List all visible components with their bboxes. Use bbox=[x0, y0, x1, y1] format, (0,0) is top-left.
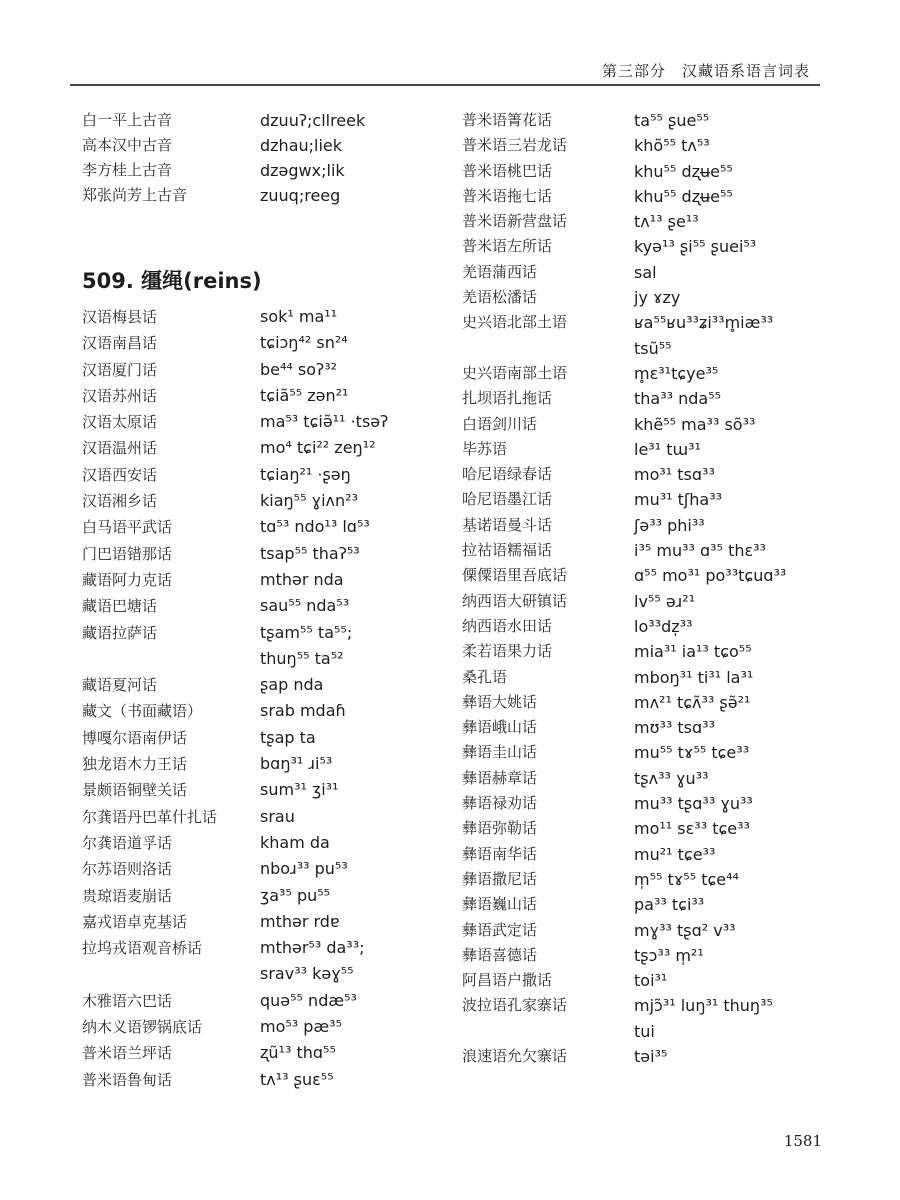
language-name: 尔龚语丹巴革什扎话 bbox=[82, 807, 218, 826]
language-name: 彝语赫章话 bbox=[462, 768, 538, 787]
word-form: ʒa³⁵ pu⁵⁵ bbox=[260, 885, 331, 905]
word-form: mboŋ³¹ ti³¹ la³¹ bbox=[634, 667, 754, 687]
word-form: mo¹¹ sɛ³³ tɕe³³ bbox=[634, 819, 750, 839]
word-form: srab mdaɦ bbox=[260, 701, 346, 721]
word-form: sum³¹ ʒi³¹ bbox=[260, 780, 339, 800]
language-name: 汉语厦门话 bbox=[82, 360, 158, 379]
word-form: sok¹ ma¹¹ bbox=[260, 307, 338, 326]
language-name: 哈尼语绿春话 bbox=[462, 465, 553, 484]
word-form: tʌ¹³ ʂe¹³ bbox=[634, 212, 699, 232]
list-item bbox=[462, 563, 832, 588]
language-name: 纳木义语锣锅底话 bbox=[82, 1018, 203, 1037]
list-item bbox=[462, 462, 832, 487]
word-form: mthər⁵³ da³³; bbox=[260, 938, 365, 958]
word-form: tsap⁵⁵ thaʔ⁵³ bbox=[260, 543, 360, 563]
word-form: jy ɤzy bbox=[634, 288, 681, 308]
list-item bbox=[462, 437, 832, 462]
language-name: 普米语桃巴话 bbox=[462, 161, 553, 180]
word-form: dzuuʔ;cllreek bbox=[260, 111, 366, 130]
word-form: thuŋ⁵⁵ ta⁵² bbox=[260, 648, 344, 668]
list-item bbox=[82, 435, 452, 461]
word-form: tɕiɔŋ⁴² sn²⁴ bbox=[260, 333, 348, 353]
language-name: 彝语巍山话 bbox=[462, 895, 538, 914]
word-form: mia³¹ ia¹³ tɕo⁵⁵ bbox=[634, 642, 752, 662]
language-name: 纳西语大研镇话 bbox=[462, 591, 568, 610]
list-item bbox=[82, 593, 452, 619]
list-item bbox=[82, 883, 452, 909]
word-form: khu⁵⁵ dʐʉe⁵⁵ bbox=[634, 186, 733, 206]
language-name: 普米语鲁甸话 bbox=[82, 1070, 173, 1089]
word-form: srau bbox=[260, 806, 295, 826]
word-form: tɕiaŋ²¹ ·ʂəŋ bbox=[260, 464, 351, 484]
list-item bbox=[462, 1044, 832, 1069]
list-item bbox=[82, 856, 452, 882]
list-item bbox=[82, 383, 452, 409]
right-column bbox=[462, 108, 832, 1069]
word-form: zuuq;reeg bbox=[260, 186, 341, 205]
list-item bbox=[462, 361, 832, 386]
language-name: 普米语兰坪话 bbox=[82, 1044, 173, 1063]
list-item bbox=[462, 159, 832, 184]
language-name: 汉语西安话 bbox=[82, 465, 158, 484]
language-name: 基诺语曼斗话 bbox=[462, 515, 553, 534]
language-name: 拉祜语糯福话 bbox=[462, 541, 553, 560]
list-item bbox=[82, 961, 452, 987]
list-item bbox=[82, 620, 452, 646]
language-name: 彝语大姚话 bbox=[462, 692, 538, 711]
list-item bbox=[462, 234, 832, 259]
list-item bbox=[82, 183, 452, 208]
list-item bbox=[462, 690, 832, 715]
list-item bbox=[462, 740, 832, 765]
language-name: 高本汉中古音 bbox=[82, 136, 173, 154]
list-item bbox=[82, 777, 452, 803]
language-name: 毕苏语 bbox=[462, 439, 508, 458]
word-form: ʃə³³ phi³³ bbox=[634, 515, 705, 535]
list-item bbox=[462, 1019, 832, 1044]
language-name: 白语剑川话 bbox=[462, 414, 538, 433]
word-form: sal bbox=[634, 262, 657, 282]
word-form: tsũ⁵⁵ bbox=[634, 338, 672, 358]
list-item bbox=[462, 943, 832, 968]
language-name: 彝语峨山话 bbox=[462, 718, 538, 737]
word-form: mu³¹ tʃha³³ bbox=[634, 490, 723, 510]
list-item bbox=[462, 133, 832, 158]
word-form: be⁴⁴ soʔ³² bbox=[260, 359, 338, 379]
word-form: tʂam⁵⁵ ta⁵⁵; bbox=[260, 622, 353, 642]
word-form: dzhau;liek bbox=[260, 136, 343, 155]
list-item bbox=[82, 357, 452, 383]
language-name: 彝语弥勒话 bbox=[462, 819, 538, 838]
language-name: 藏语拉萨话 bbox=[82, 623, 158, 642]
language-name: 汉语湘乡话 bbox=[82, 492, 158, 511]
word-form: khẽ⁵⁵ ma³³ sõ³³ bbox=[634, 414, 756, 434]
list-item bbox=[82, 567, 452, 593]
list-item bbox=[82, 672, 452, 698]
list-item bbox=[82, 541, 452, 567]
list-item bbox=[462, 412, 832, 437]
list-item bbox=[462, 816, 832, 841]
word-form: quə⁵⁵ ndæ⁵³ bbox=[260, 990, 357, 1010]
list-item bbox=[462, 766, 832, 791]
language-name: 汉语南昌话 bbox=[82, 334, 158, 353]
language-name: 扎坝语扎拖话 bbox=[462, 389, 553, 408]
list-item bbox=[82, 1067, 452, 1093]
language-name: 傈僳语里吾底话 bbox=[462, 566, 568, 585]
word-form: kham da bbox=[260, 832, 330, 852]
language-name: 嘉戎语卓克基话 bbox=[82, 912, 188, 931]
word-form: tʂap ta bbox=[260, 727, 316, 747]
word-form: tɑ⁵³ ndo¹³ lɑ⁵³ bbox=[260, 517, 370, 537]
language-name: 桑孔语 bbox=[462, 667, 508, 686]
list-item bbox=[82, 935, 452, 961]
language-name: 郑张尚芳上古音 bbox=[82, 186, 188, 204]
word-form: mo³¹ tsɑ³³ bbox=[634, 465, 715, 485]
list-item bbox=[82, 751, 452, 777]
list-item bbox=[462, 842, 832, 867]
list-item bbox=[462, 285, 832, 310]
list-item bbox=[462, 715, 832, 740]
list-item bbox=[82, 158, 452, 183]
language-name: 普米语三岩龙话 bbox=[462, 136, 568, 155]
list-item bbox=[462, 791, 832, 816]
language-name: 史兴语北部土语 bbox=[462, 313, 568, 332]
language-name: 白一平上古音 bbox=[82, 111, 173, 129]
list-item bbox=[82, 108, 452, 133]
word-form: mu⁵⁵ tɤ⁵⁵ tɕe³³ bbox=[634, 743, 750, 763]
list-item bbox=[82, 830, 452, 856]
list-item bbox=[462, 336, 832, 361]
list-item bbox=[462, 386, 832, 411]
word-form: i³⁵ mu³³ ɑ³⁵ thɛ³³ bbox=[634, 541, 766, 561]
language-name: 彝语喜德话 bbox=[462, 945, 538, 964]
language-name: 独龙语木力王话 bbox=[82, 755, 188, 774]
language-name: 普米语新营盘话 bbox=[462, 212, 568, 231]
language-name: 彝语圭山话 bbox=[462, 743, 538, 762]
word-form: pa³³ tɕi³³ bbox=[634, 895, 705, 915]
list-item bbox=[462, 538, 832, 563]
word-form: le³¹ tɯ³¹ bbox=[634, 439, 701, 459]
list-item bbox=[82, 514, 452, 540]
list-item bbox=[462, 209, 832, 234]
list-item bbox=[462, 260, 832, 285]
word-form: mʌ²¹ tɕʌ̃³³ ʂə̃²¹ bbox=[634, 692, 751, 712]
word-form: lo³³dz̩³³ bbox=[634, 616, 693, 636]
language-name: 普米语箐花话 bbox=[462, 111, 553, 129]
list-item bbox=[462, 968, 832, 993]
word-form: ʂap nda bbox=[260, 675, 324, 695]
word-form: tha³³ nda⁵⁵ bbox=[634, 389, 722, 409]
word-form: təi³⁵ bbox=[634, 1046, 668, 1066]
list-item bbox=[462, 867, 832, 892]
word-form: tʂʌ³³ ɣu³³ bbox=[634, 768, 709, 788]
language-name: 尔龚语道孚话 bbox=[82, 833, 173, 852]
word-form: mo⁴ tɕi²² zeŋ¹² bbox=[260, 438, 376, 458]
language-name: 藏文（书面藏语） bbox=[82, 702, 203, 721]
language-name: 浪速语允欠寨话 bbox=[462, 1046, 568, 1065]
word-form: ʐũ¹³ thɑ⁵⁵ bbox=[260, 1043, 336, 1063]
language-name: 普米语拖七话 bbox=[462, 186, 553, 205]
list-item bbox=[82, 304, 452, 330]
list-item bbox=[82, 698, 452, 724]
language-name: 藏语阿力克话 bbox=[82, 570, 173, 589]
list-item bbox=[82, 988, 452, 1014]
word-form: m̩⁵⁵ tɤ⁵⁵ tɕe⁴⁴ bbox=[634, 869, 739, 889]
list-item bbox=[462, 108, 832, 133]
language-name: 门巴语错那话 bbox=[82, 544, 173, 563]
list-item bbox=[462, 892, 832, 917]
section-heading: 509. 缰绳(reins) bbox=[82, 269, 262, 293]
list-item bbox=[82, 462, 452, 488]
list-item bbox=[462, 184, 832, 209]
word-form: ʁa⁵⁵ʁu³³ʑi³³m̥iæ³³ bbox=[634, 313, 774, 333]
language-name: 彝语禄劝话 bbox=[462, 794, 538, 813]
right-main-list bbox=[462, 108, 832, 1069]
list-item bbox=[462, 310, 832, 335]
word-form: ma⁵³ tɕiə̃¹¹ ·tsəʔ bbox=[260, 412, 389, 432]
word-form: srav³³ kəɣ⁵⁵ bbox=[260, 964, 354, 984]
word-form: lv⁵⁵ əɹ²¹ bbox=[634, 591, 696, 611]
word-form: nboɹ³³ pu⁵³ bbox=[260, 859, 348, 879]
language-name: 彝语南华话 bbox=[462, 844, 538, 863]
list-item bbox=[82, 646, 452, 672]
language-name: 贵琼语麦崩话 bbox=[82, 886, 173, 905]
list-item bbox=[462, 513, 832, 538]
list-item bbox=[82, 1040, 452, 1066]
language-name: 阿昌语户撒话 bbox=[462, 971, 553, 990]
list-item bbox=[462, 487, 832, 512]
list-item bbox=[82, 1014, 452, 1040]
word-form: mʊ³³ tsɑ³³ bbox=[634, 718, 715, 738]
word-form: mɣ³³ tʂɑ² v³³ bbox=[634, 920, 736, 940]
language-name: 彝语撒尼话 bbox=[462, 869, 538, 888]
running-header bbox=[70, 0, 820, 86]
word-form: ɑ⁵⁵ mo³¹ po³³tɕuɑ³³ bbox=[634, 566, 787, 586]
language-name: 木雅语六巴话 bbox=[82, 991, 173, 1010]
list-item bbox=[82, 133, 452, 158]
language-name: 汉语梅县话 bbox=[82, 308, 158, 326]
language-name: 景颇语铜壁关话 bbox=[82, 781, 188, 800]
language-name: 拉坞戎语观音桥话 bbox=[82, 939, 203, 958]
word-form: toi³¹ bbox=[634, 971, 668, 991]
list-item bbox=[82, 330, 452, 356]
language-name: 羌语蒲西话 bbox=[462, 262, 538, 281]
list-item bbox=[82, 804, 452, 830]
language-name: 汉语温州话 bbox=[82, 439, 158, 458]
word-form: mu³³ tʂɑ³³ ɣu³³ bbox=[634, 794, 753, 814]
word-form: tɕiã⁵⁵ zən²¹ bbox=[260, 385, 349, 405]
list-item bbox=[82, 725, 452, 751]
list-item bbox=[82, 909, 452, 935]
list-item bbox=[462, 589, 832, 614]
list-item bbox=[462, 918, 832, 943]
word-form: m̥ɛ³¹tɕye³⁵ bbox=[634, 363, 719, 383]
list-item bbox=[462, 614, 832, 639]
word-form: mu²¹ tɕe³³ bbox=[634, 844, 716, 864]
language-name: 尔苏语则洛话 bbox=[82, 860, 173, 879]
language-name: 哈尼语墨江话 bbox=[462, 490, 553, 509]
word-form: mo⁵³ pæ³⁵ bbox=[260, 1017, 342, 1037]
word-form: tʌ¹³ ʂuɛ⁵⁵ bbox=[260, 1069, 334, 1089]
word-form: kyə¹³ ʂi⁵⁵ ʂuei⁵³ bbox=[634, 237, 757, 257]
list-item bbox=[462, 639, 832, 664]
language-name: 白马语平武话 bbox=[82, 518, 173, 537]
word-form: khõ⁵⁵ tʌ⁵³ bbox=[634, 136, 710, 156]
language-name: 纳西语水田话 bbox=[462, 616, 553, 635]
left-column bbox=[82, 108, 452, 1093]
running-header-title: 第三部分 汉藏语系语言词表 bbox=[601, 62, 810, 80]
list-item bbox=[462, 665, 832, 690]
language-name: 博嘎尔语南伊话 bbox=[82, 728, 188, 747]
language-name: 史兴语南部土语 bbox=[462, 363, 568, 382]
word-form: mthər rdɐ bbox=[260, 911, 340, 931]
language-name: 彝语武定话 bbox=[462, 920, 538, 939]
left-main-list bbox=[82, 304, 452, 1093]
word-form: tui bbox=[634, 1021, 655, 1041]
language-name: 普米语左所话 bbox=[462, 237, 553, 256]
word-form: bɑŋ³¹ ɹi⁵³ bbox=[260, 754, 333, 774]
language-name: 汉语太原话 bbox=[82, 413, 158, 432]
language-name: 藏语夏河话 bbox=[82, 676, 158, 695]
language-name: 李方桂上古音 bbox=[82, 161, 173, 179]
word-form: dzəgwx;lik bbox=[260, 161, 345, 180]
word-form: tʂɔ³³ m̩²¹ bbox=[634, 945, 704, 965]
list-item bbox=[82, 409, 452, 435]
language-name: 羌语松潘话 bbox=[462, 288, 538, 307]
word-form: khu⁵⁵ dʐʉe⁵⁵ bbox=[634, 161, 733, 181]
word-form: mthər nda bbox=[260, 569, 344, 589]
language-name: 波拉语孔家寨话 bbox=[462, 996, 568, 1015]
list-item bbox=[462, 993, 832, 1018]
word-form: mjɔ̃³¹ luŋ³¹ thuŋ³⁵ bbox=[634, 996, 773, 1016]
language-name: 柔若语果力话 bbox=[462, 642, 553, 661]
language-name: 汉语苏州话 bbox=[82, 386, 158, 405]
word-form: kiaŋ⁵⁵ ɣiʌn²³ bbox=[260, 491, 358, 511]
word-form: ta⁵⁵ ʂue⁵⁵ bbox=[634, 111, 710, 130]
word-form: sau⁵⁵ nda⁵³ bbox=[260, 596, 350, 616]
left-top-list bbox=[82, 108, 452, 208]
language-name: 藏语巴塘话 bbox=[82, 597, 158, 616]
list-item bbox=[82, 488, 452, 514]
page-number: 1581 bbox=[783, 1132, 822, 1150]
